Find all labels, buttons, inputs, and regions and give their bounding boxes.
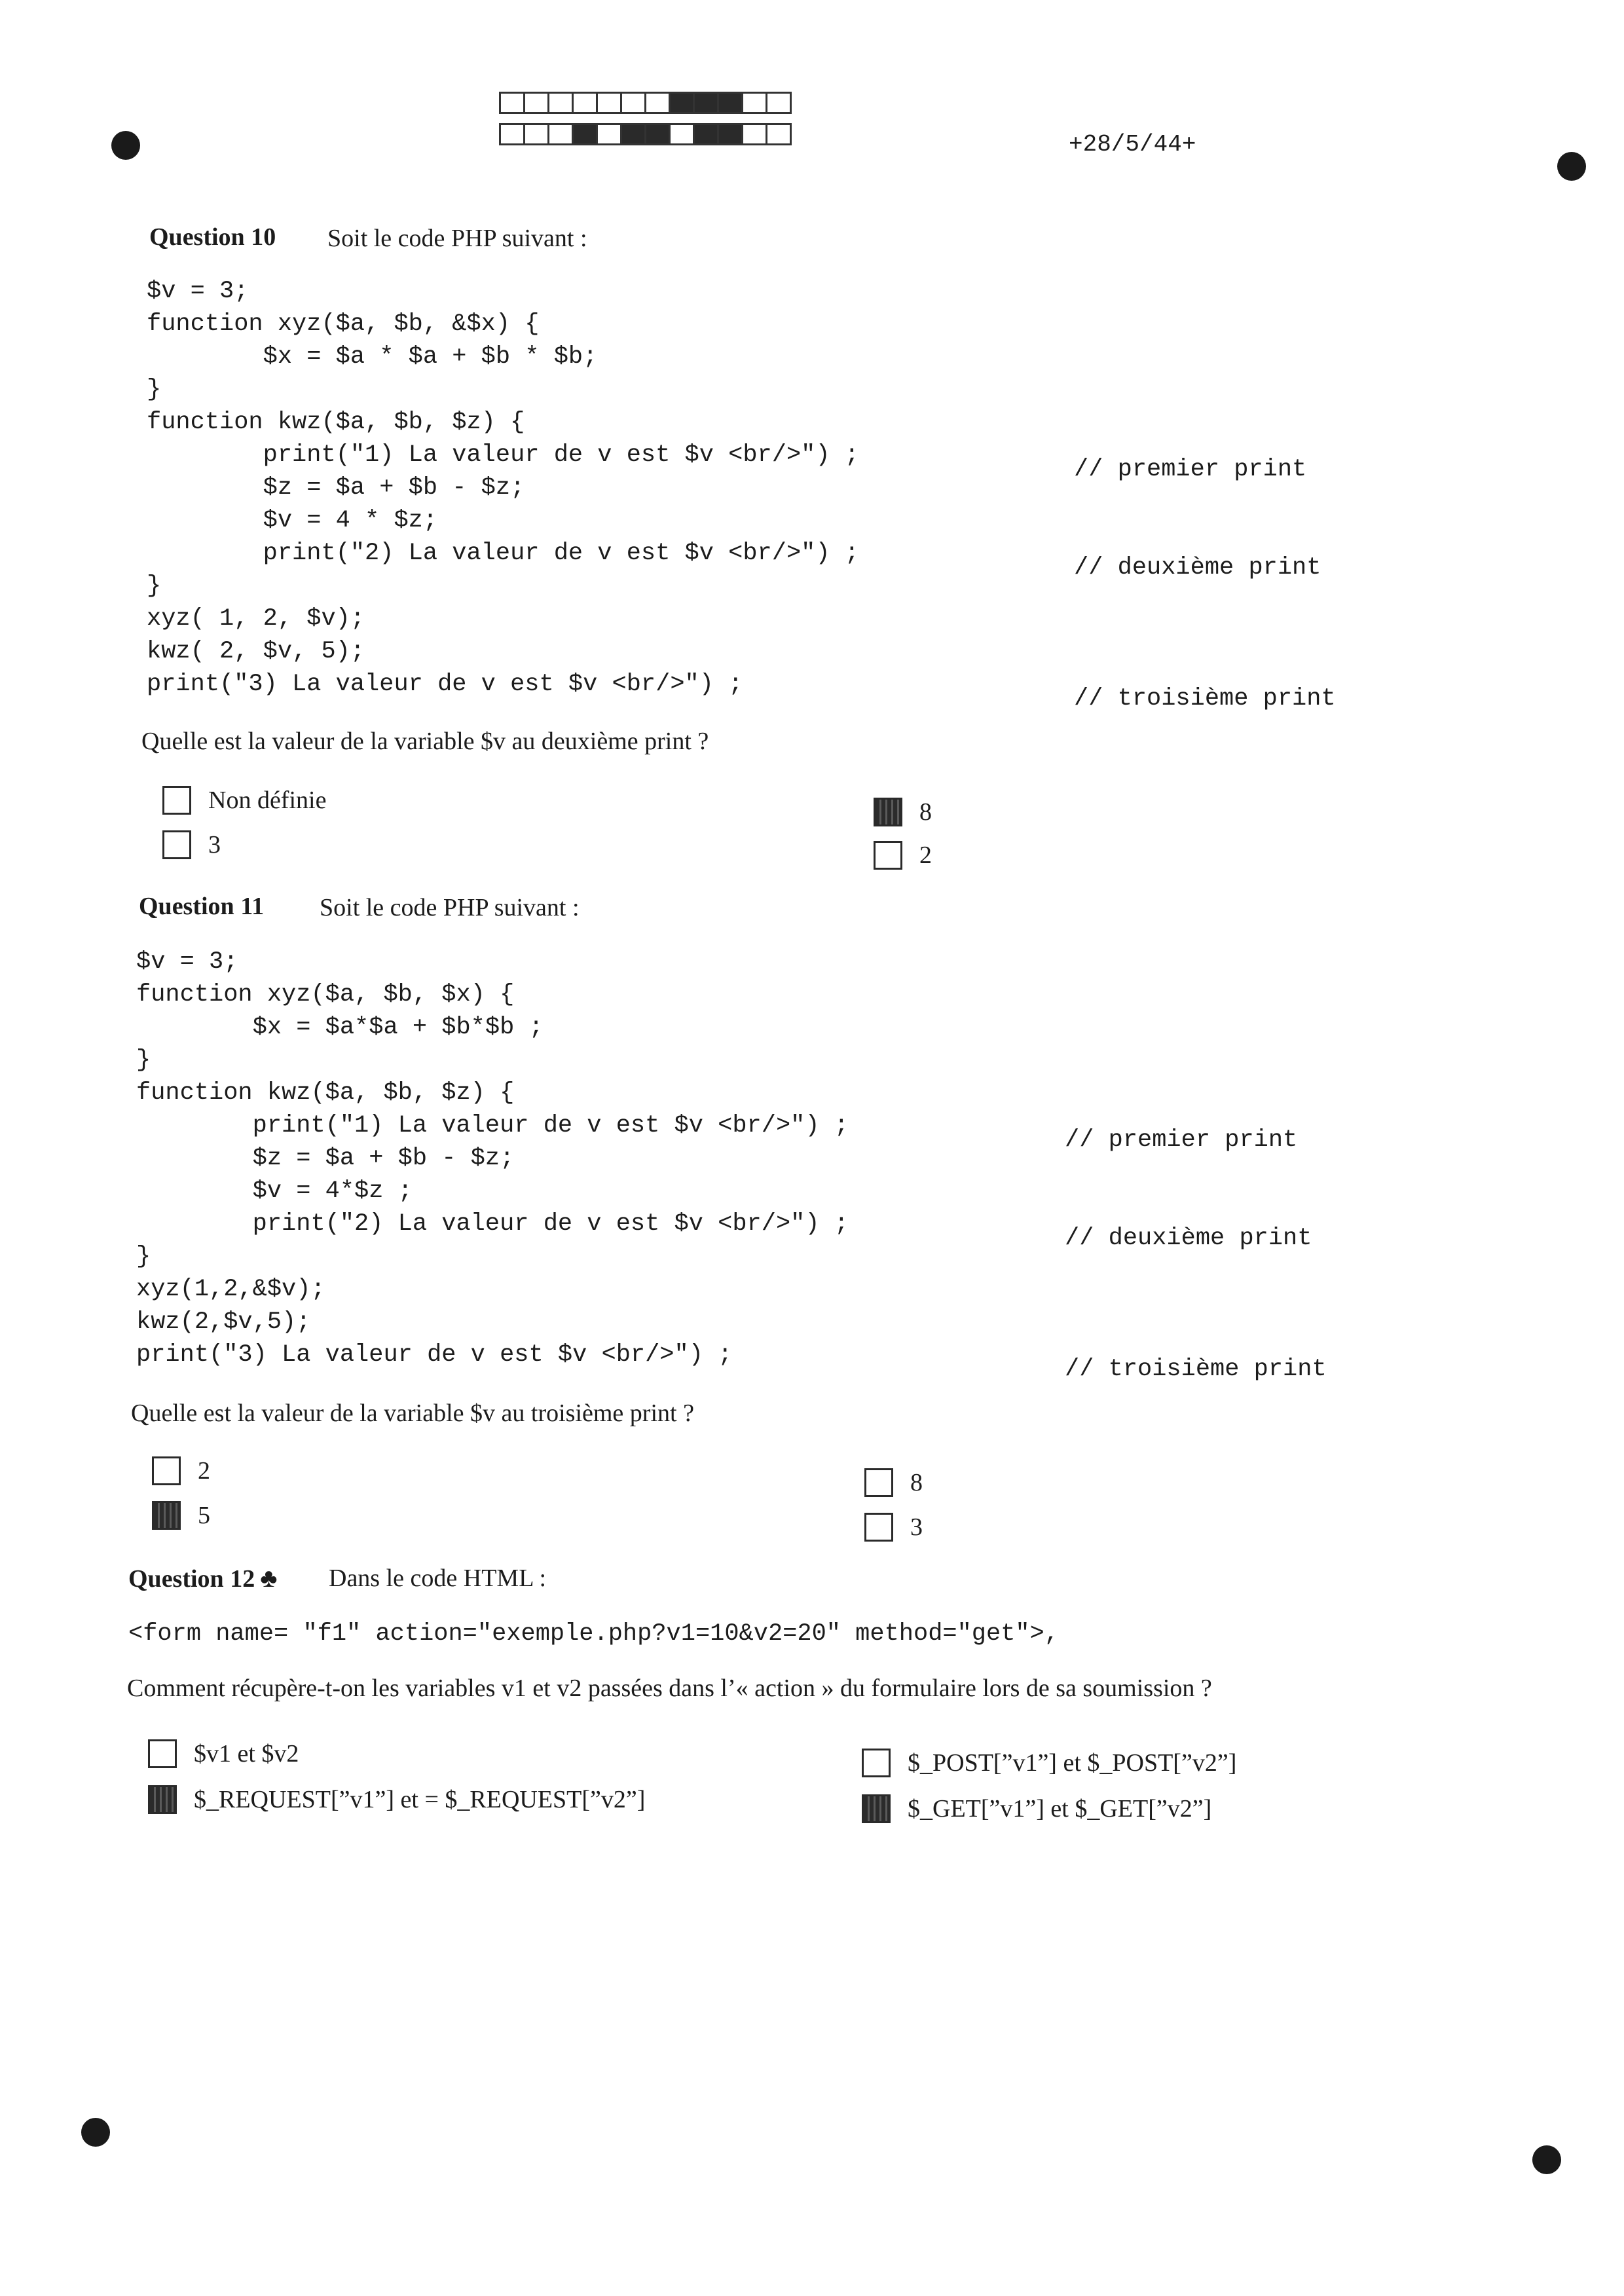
barcode-cell [669,92,695,114]
barcode-cell [620,92,646,114]
barcode-cell [644,123,671,145]
checkbox[interactable] [864,1513,893,1542]
question-intro: Soit le code PHP suivant : [327,225,587,252]
barcode-row-1 [499,92,790,114]
option-label: 3 [910,1513,923,1541]
barcode-cell [547,92,574,114]
comment-troisieme-print: // troisième print [1074,685,1336,713]
checkbox[interactable] [162,830,191,859]
barcode-cell [644,92,671,114]
option-label: 8 [910,1469,923,1496]
question-11-title [139,892,580,921]
page-id: +28/5/44+ [1069,131,1196,158]
barcode-row-2 [499,123,790,145]
q11-option-3[interactable] [864,1468,923,1497]
checkbox[interactable] [862,1794,891,1823]
club-icon: ♣ [260,1563,278,1593]
checkbox[interactable] [864,1468,893,1497]
option-label: $_REQUEST[”v1”] et = $_REQUEST[”v2”] [194,1786,646,1813]
question-10-title [149,223,587,252]
barcode-cell [766,92,792,114]
registration-mark-bottom-right [1532,2145,1561,2174]
comment-premier-print: // premier print [1065,1126,1298,1154]
option-label: 3 [208,831,221,859]
q11-option-4[interactable] [864,1513,923,1542]
barcode-cell [572,92,598,114]
registration-mark-top-right [1557,152,1586,181]
q10-option-4[interactable] [874,841,932,870]
comment-premier-print: // premier print [1074,456,1307,483]
barcode-cell [669,123,695,145]
checkbox[interactable] [862,1749,891,1777]
option-label: $_GET[”v1”] et $_GET[”v2”] [908,1795,1212,1823]
option-label: 2 [919,842,932,869]
checkbox[interactable] [874,798,902,826]
comment-deuxieme-print: // deuxième print [1074,554,1321,582]
question-number: Question 11 [139,893,265,920]
comment-deuxieme-print: // deuxième print [1065,1225,1312,1252]
question-intro: Soit le code PHP suivant : [320,894,580,921]
barcode-cell [572,123,598,145]
q11-option-1[interactable] [152,1456,210,1485]
barcode-cell [620,123,646,145]
q12-option-2[interactable] [148,1785,645,1814]
q10-option-3[interactable] [874,798,932,826]
barcode-cell [499,123,525,145]
checkbox[interactable] [152,1456,181,1485]
question-10-prompt: Quelle est la valeur de la variable $v au deuxième print ? [141,728,709,755]
question-12-prompt: Comment récupère-t-on les variables v1 et v2 passées dans l’« action » du formulaire lors de sa soumission ? [127,1675,1212,1702]
question-11-code: $v = 3; function xyz($a, $b, $x) { $x = $a*$a + $b*$b ; } function kwz($a, $b, $z) { print("1) La valeur de v est $v <br/>") ; $z = $a + $b - $z; $v = 4*$z ; print("2) La valeur de v est $v <br/>") ; } xyz(1,2,&$v); kwz(2,$v,5); print("3) La valeur de v est $v <br/>") ; [136,948,849,1369]
barcode-cell [693,123,719,145]
checkbox[interactable] [148,1739,177,1768]
option-label: $_POST[”v1”] et $_POST[”v2”] [908,1749,1237,1777]
barcode-cell [499,92,525,114]
registration-mark-top-left [111,131,140,160]
q10-option-2[interactable] [162,830,221,859]
q10-option-1[interactable] [162,786,326,815]
question-12-title [128,1563,547,1593]
barcode-cell [596,123,622,145]
barcode-cell [523,92,549,114]
checkbox[interactable] [162,786,191,815]
barcode-cell [693,92,719,114]
checkbox[interactable] [152,1501,181,1530]
registration-mark-bottom-left [81,2118,110,2147]
barcode-cell [717,123,743,145]
question-11-prompt: Quelle est la valeur de la variable $v au troisième print ? [131,1399,694,1427]
barcode-cell [596,92,622,114]
barcode-cell [741,123,767,145]
question-10-code: $v = 3; function xyz($a, $b, &$x) { $x = $a * $a + $b * $b; } function kwz($a, $b, $z) { print("1) La valeur de v est $v <br/>") ; $z = $a + $b - $z; $v = 4 * $z; print("2) La valeur de v est $v <br/>") ; } xyz( 1, 2, $v); kwz( 2, $v, 5); print("3) La valeur de v est $v <br/>") ; [147,278,859,698]
checkbox[interactable] [148,1785,177,1814]
barcode-cell [547,123,574,145]
question-number: Question 10 [149,223,276,251]
option-label: Non définie [208,787,327,814]
q11-option-2[interactable] [152,1501,210,1530]
checkbox[interactable] [874,841,902,870]
barcode-cell [766,123,792,145]
option-label: $v1 et $v2 [194,1740,299,1768]
option-label: 2 [198,1457,210,1485]
barcode-cell [741,92,767,114]
barcode-cell [717,92,743,114]
barcode-cell [523,123,549,145]
question-intro: Dans le code HTML : [329,1565,547,1592]
q12-option-3[interactable] [862,1749,1236,1777]
question-number: Question 12 [128,1565,255,1593]
comment-troisieme-print: // troisième print [1065,1356,1327,1383]
q12-option-1[interactable] [148,1739,299,1768]
option-label: 5 [198,1502,210,1529]
question-12-code: <form name= "f1" action="exemple.php?v1=10&v2=20" method="get">, [128,1620,1060,1648]
option-label: 8 [919,798,932,826]
q12-option-4[interactable] [862,1794,1211,1823]
